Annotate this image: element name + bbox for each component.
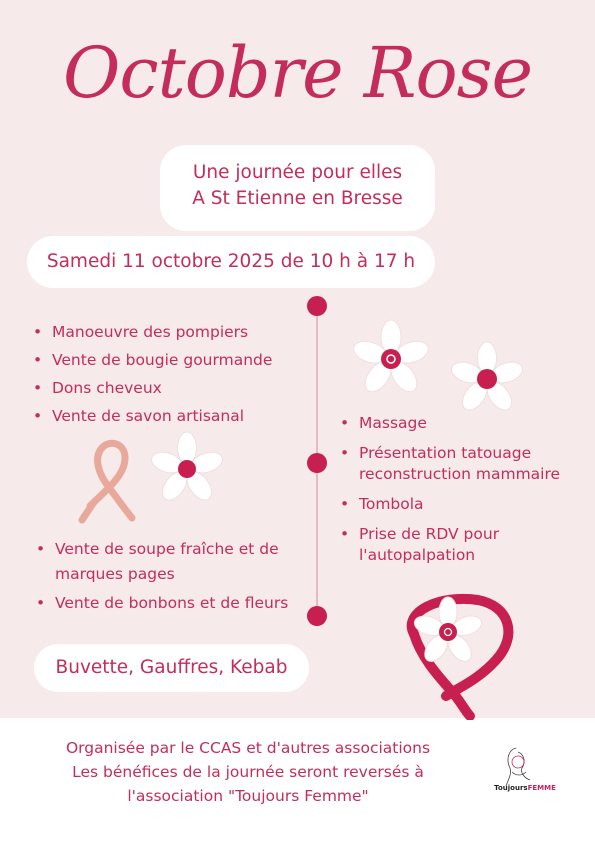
list-item-line: • Présentation tatouage — [359, 444, 532, 462]
list-item: • Massage — [337, 413, 560, 434]
timeline-dot-3 — [307, 606, 327, 626]
food-box: Buvette, Gauffres, Kebab — [34, 644, 309, 692]
footer-line-2: Les bénéfices de la journée seront reversés à — [72, 763, 424, 781]
toujours-femme-logo-icon — [488, 742, 558, 802]
subtitle-line-1: Une journée pour elles — [192, 162, 403, 183]
list-item-line: • Vente de soupe fraîche et de — [55, 540, 279, 558]
footer-text — [28, 736, 468, 808]
date-box: Samedi 11 octobre 2025 de 10 h à 17 h — [27, 236, 435, 288]
list-item-line: marques pages — [55, 565, 175, 583]
list-item: • Vente de bonbons et de fleurs — [33, 591, 288, 616]
list-item: • Vente de savon artisanal — [30, 402, 272, 430]
timeline-dot-2 — [307, 453, 327, 473]
list-item — [33, 537, 288, 587]
logo-text — [485, 784, 565, 792]
footer-line-3: l'association "Toujours Femme" — [127, 787, 369, 805]
logo-text-2: FEMME — [527, 784, 556, 792]
timeline-dot-1 — [307, 296, 327, 316]
activity-list-left-bottom — [33, 537, 288, 620]
page-title: Octobre Rose — [62, 32, 532, 114]
list-item: • Dons cheveux — [30, 374, 272, 402]
list-item-line: l'autopalpation — [359, 546, 476, 564]
daisy-flower-icon — [148, 430, 226, 508]
list-item: • Tombola — [337, 494, 560, 515]
list-item — [337, 524, 560, 566]
subtitle-box — [160, 145, 435, 231]
activity-list-left-top — [30, 318, 272, 430]
list-item-line: • Prise de RDV pour — [359, 525, 500, 543]
footer-line-1: Organisée par le CCAS et d'autres associations — [65, 739, 431, 757]
list-item: • Manoeuvre des pompiers — [30, 318, 272, 346]
subtitle-line-2: A St Etienne en Bresse — [192, 188, 403, 209]
logo-text-1: Toujours — [494, 784, 528, 792]
pink-ribbon-icon — [392, 584, 528, 720]
daisy-flower-icon — [448, 340, 526, 418]
list-item: • Vente de bougie gourmande — [30, 346, 272, 374]
daisy-flower-icon — [350, 318, 432, 400]
pink-ribbon-icon — [70, 436, 142, 526]
list-item-line: reconstruction mammaire — [359, 465, 561, 483]
list-item — [337, 443, 560, 485]
activity-list-right — [337, 413, 560, 575]
